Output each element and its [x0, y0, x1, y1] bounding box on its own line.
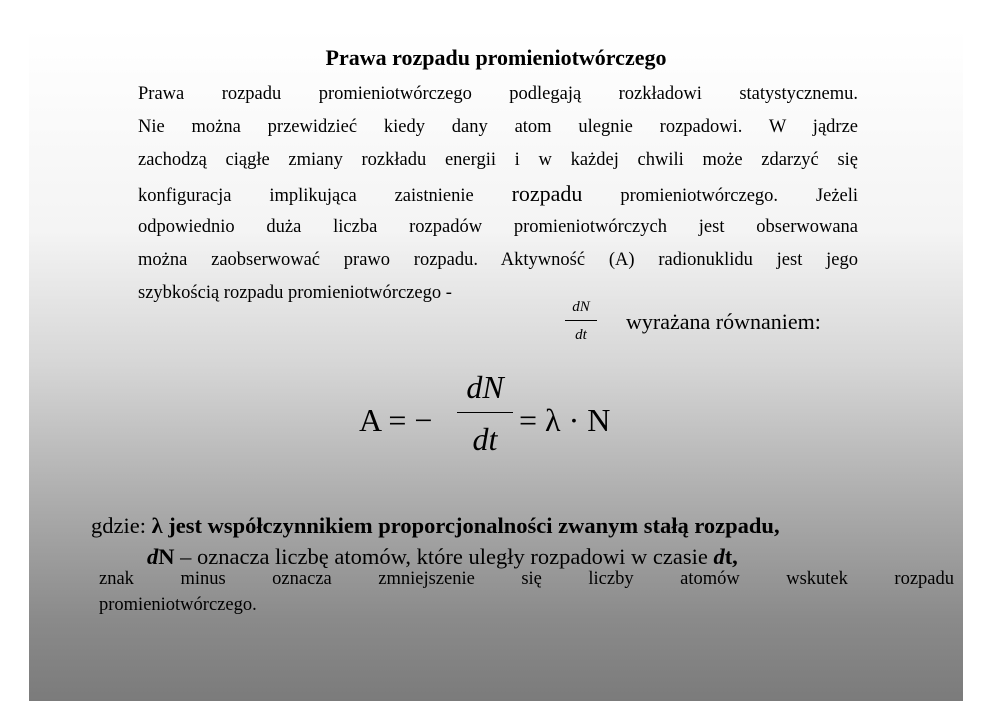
paragraph-line-2: Nie można przewidzieć kiedy dany atom ulegnie rozpadowi. W jądrze — [138, 117, 858, 137]
paragraph-line-5: odpowiednio duża liczba rozpadów promieniotwórczych jest obserwowana — [138, 217, 858, 237]
lambda-definition-text: λ jest współczynnikiem proporcjonalności zwanym stałą rozpadu, — [151, 513, 780, 538]
paragraph-line-1: Prawa rozpadu promieniotwórczego podlegają rozkładowi statystycznemu. — [138, 84, 858, 104]
paragraph-line-4 — [138, 181, 858, 207]
gdzie-prefix: gdzie: — [91, 513, 146, 538]
paragraph-line-6: można zaobserwować prawo rozpadu. Aktywność (A) radionuklidu jest jego — [138, 250, 858, 270]
paragraph-line-7: szybkością rozpadu promieniotwórczego - — [138, 283, 452, 303]
dn-symbol-d: d — [147, 544, 159, 569]
paragraph-line-4-b: promieniotwórczego. Jeżeli — [620, 186, 859, 206]
paragraph-word-rozpadu: rozpadu — [511, 181, 583, 206]
inline-fraction-denominator: dt — [575, 327, 587, 343]
dn-symbol-n: N — [158, 544, 175, 569]
dn-definition-text: – oznacza liczbę atomów, które uległy rozpadowi w czasie — [174, 544, 714, 569]
expressed-by-equation-text: wyrażana równaniem: — [626, 309, 821, 334]
slide — [29, 29, 963, 701]
inline-fraction-numerator: dN — [572, 299, 590, 315]
equation-denominator: dt — [472, 421, 498, 457]
dt-symbol-d: d — [713, 544, 725, 569]
dt-symbol-t: t, — [724, 544, 738, 569]
inline-fraction — [561, 299, 601, 344]
equation-numerator: dN — [466, 369, 504, 405]
equation-right: = λ · N — [519, 402, 611, 438]
paragraph-line-4-a: konfiguracja implikująca zaistnienie — [138, 186, 474, 206]
lambda-definition — [91, 513, 780, 539]
minus-sign-definition-line-1: znak minus oznacza zmniejszenie się liczby atomów wskutek rozpadu — [99, 569, 954, 589]
paragraph-line-3: zachodzą ciągłe zmiany rozkładu energii i w każdej chwili może zdarzyć się — [138, 150, 858, 170]
minus-sign-definition-line-2: promieniotwórczego. — [99, 595, 257, 615]
page-title: Prawa rozpadu promieniotwórczego — [325, 45, 667, 70]
inline-fraction-bar — [565, 320, 597, 321]
equation-left: A = − — [359, 402, 433, 438]
equation-fraction-bar — [457, 412, 513, 413]
dn-definition — [147, 544, 738, 570]
equation-fraction — [455, 369, 515, 458]
decay-equation — [359, 369, 659, 469]
